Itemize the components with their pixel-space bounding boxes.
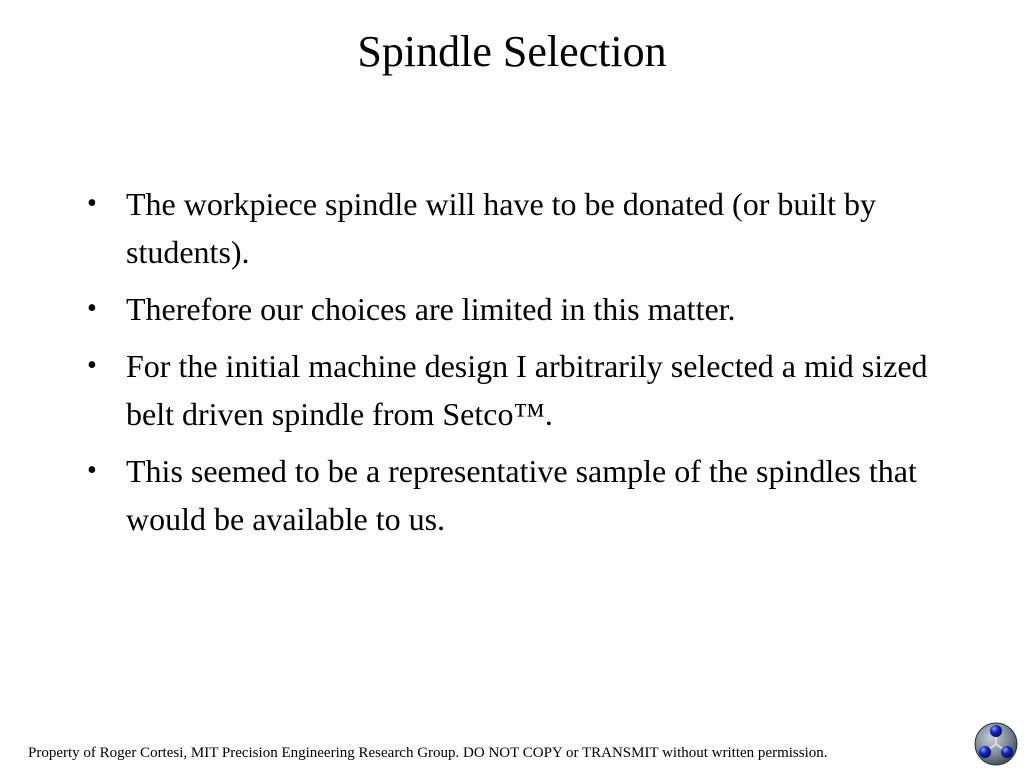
three-spheres-logo-icon bbox=[973, 722, 1019, 766]
slide-title: Spindle Selection bbox=[357, 27, 667, 76]
bullet-item bbox=[80, 447, 950, 543]
bullet-item bbox=[80, 285, 950, 333]
bullet-text: This seemed to be a representative sample of the spindles that would be available to us. bbox=[126, 453, 917, 537]
bullet-marker: • bbox=[87, 188, 97, 219]
bullet-marker: • bbox=[87, 293, 97, 324]
bullet-text: Therefore our choices are limited in this matter. bbox=[126, 291, 736, 327]
copyright-footer: Property of Roger Cortesi, MIT Precision Engineering Research Group. DO NOT COPY or TRANSMIT without written permission. bbox=[28, 745, 828, 761]
bullet-list bbox=[80, 180, 950, 552]
bullet-text: For the initial machine design I arbitrarily selected a mid sized belt driven spindle from Setco™. bbox=[126, 348, 928, 432]
bullet-text: The workpiece spindle will have to be donated (or built by students). bbox=[126, 186, 877, 270]
bullet-marker: • bbox=[87, 350, 97, 381]
bullet-item bbox=[80, 342, 950, 438]
bullet-marker: • bbox=[87, 455, 97, 486]
bullet-item bbox=[80, 180, 950, 276]
